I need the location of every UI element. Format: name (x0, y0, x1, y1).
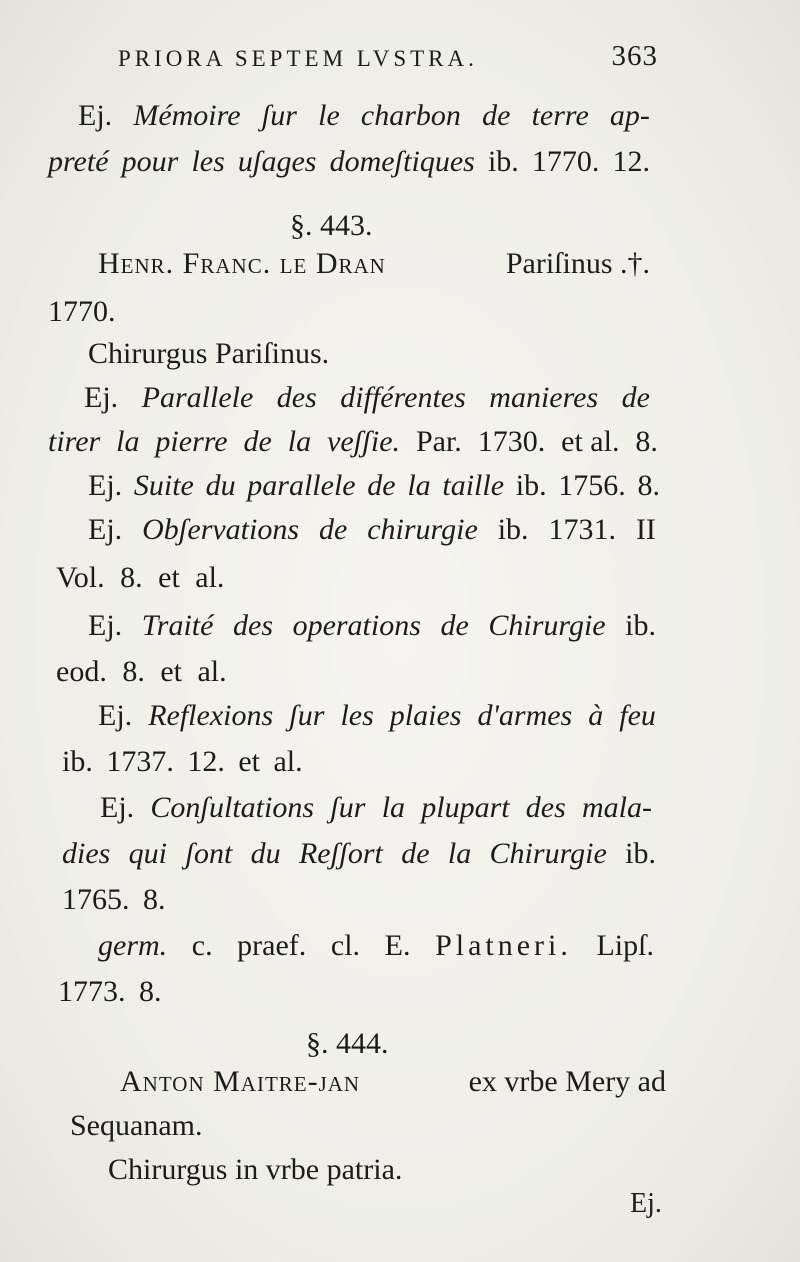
text-line: Ej. Traité des operations de Chirurgie ib. (88, 609, 656, 642)
catchword: Ej. (630, 1188, 662, 1219)
text-line: Ej. Suite du parallele de la taille ib. 1756. 8. (88, 469, 660, 502)
text-line: Sequanam. (70, 1109, 203, 1142)
section-number: §. 444. (306, 1027, 389, 1060)
author-entry: Anton Maitre-jan ex vrbe Mery ad (120, 1062, 666, 1102)
text-line: preté pour les uʃages domeʃtiques ib. 1770. 12. (48, 145, 650, 178)
section-number: §. 443. (290, 209, 373, 242)
text-line: ib. 1737. 12. et al. (62, 745, 303, 778)
text-line: Ej. Conʃultations ʃur la plupart des mala- (100, 791, 652, 824)
text-line: dies qui ʃont du Reʃʃort de la Chirurgie ib. (62, 837, 656, 870)
author-entry: Henr. Franc. le Dran Pariſinus .†. (98, 244, 650, 284)
text-line: Ej. Parallele des différentes manieres de (84, 381, 650, 414)
text-line: Ej. Obʃervations de chirurgie ib. 1731. II (88, 513, 656, 546)
text-line: germ. c. praef. cl. E. Platneri. Lipſ. (98, 929, 654, 962)
text-line: eod. 8. et al. (56, 655, 227, 688)
text-line: Ej. Mémoire ʃur le charbon de terre ap- (78, 99, 650, 132)
text-line: Ej. Reflexions ʃur les plaies d'armes à feu (98, 699, 656, 732)
author-name: Henr. Franc. le Dran (98, 247, 386, 280)
text-line: 1765. 8. (62, 883, 166, 916)
text-line: 1770. (48, 295, 116, 328)
text-line: Chirurgus in vrbe patria. (108, 1153, 403, 1186)
text-line: tirer la pierre de la veʃʃie. Par. 1730. et al. 8. (48, 425, 658, 458)
author-name: Anton Maitre-jan (120, 1065, 361, 1098)
text-line: 1773. 8. (58, 975, 162, 1008)
text-line: Vol. 8. et al. (56, 561, 225, 594)
running-title: PRIORA SEPTEM LVSTRA. (118, 46, 478, 71)
text-line: Chirurgus Pariſinus. (88, 337, 330, 370)
page-header (118, 40, 658, 80)
page-number: 363 (611, 40, 658, 72)
